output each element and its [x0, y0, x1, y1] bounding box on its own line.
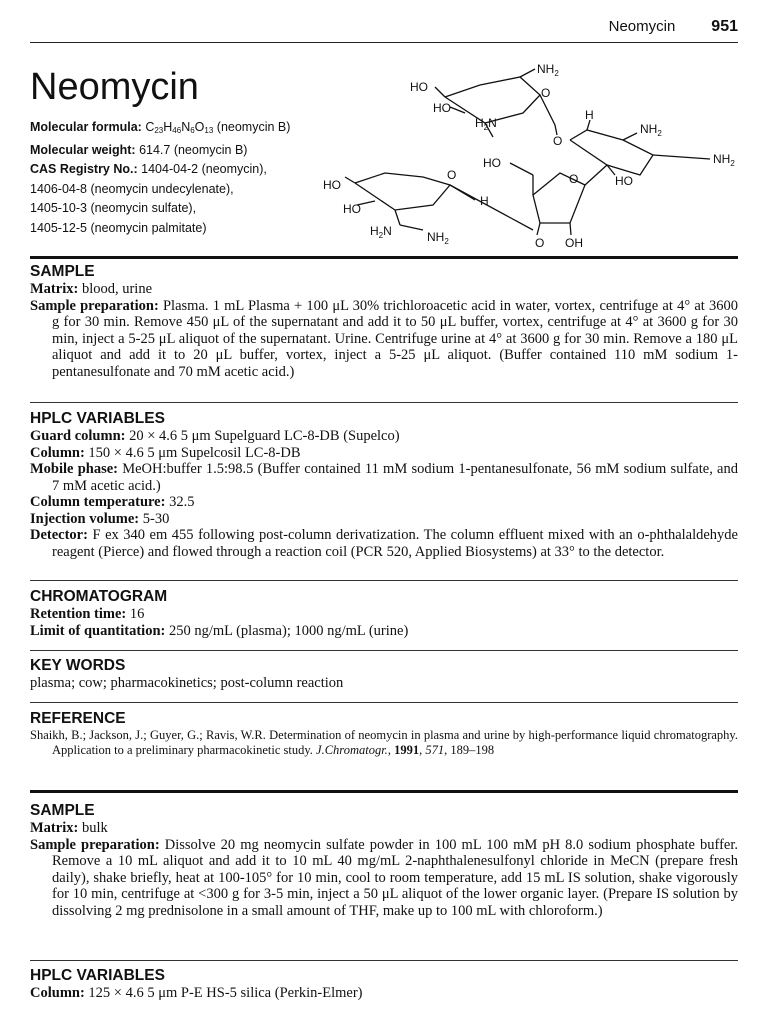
running-title: Neomycin — [608, 18, 676, 35]
header-rule — [30, 42, 738, 43]
page-number: 951 — [711, 18, 738, 35]
molecular-formula-row: Molecular formula: $C_{23}H_{46}N_6O_{13}$ (neomycin B) — [30, 120, 291, 135]
struct-label-h: H — [480, 194, 489, 208]
struct-label-nh2: $NH_2$ — [640, 122, 662, 138]
struct-label-o: O — [535, 236, 545, 250]
field-line: Matrix: bulk — [30, 820, 108, 836]
section-rule — [30, 580, 738, 581]
cas-row: 1405-10-3 (neomycin sulfate), — [30, 201, 197, 215]
struct-label-ho: HO — [323, 178, 341, 192]
field-line: Column: 125 × 4.6 5 μm P-E HS-5 silica (Perkin-Elmer) — [30, 985, 363, 1001]
struct-label-o: O — [447, 168, 457, 182]
struct-label-ho: HO — [615, 174, 633, 188]
section-sample-1 — [30, 263, 738, 380]
struct-label-ho: HO — [483, 156, 501, 170]
struct-label-ho: HO — [343, 202, 361, 216]
section-hplc-1 — [30, 410, 738, 560]
section-heading: SAMPLE — [30, 802, 95, 819]
compound-title: Neomycin — [30, 66, 199, 108]
cas-row: CAS Registry No.: 1404-04-2 (neomycin), — [30, 162, 267, 176]
struct-label-oh: OH — [565, 236, 583, 250]
field-line: Guard column: 20 × 4.6 5 μm Supelguard LC-8-DB (Supelco) — [30, 428, 400, 444]
field-line: Limit of quantitation: 250 ng/mL (plasma); 1000 ng/mL (urine) — [30, 622, 409, 639]
section-heading: SAMPLE — [30, 263, 95, 280]
field-line: Matrix: blood, urine — [30, 281, 153, 297]
compound-properties — [30, 118, 290, 238]
section-heading: KEY WORDS — [30, 657, 126, 674]
cas-row: 1405-12-5 (neomycin palmitate) — [30, 220, 207, 235]
struct-label-ho: HO — [433, 101, 451, 115]
section-rule — [30, 702, 738, 703]
struct-label-h: H — [585, 108, 594, 122]
field-line: Retention time: 16 — [30, 606, 145, 622]
struct-label-ho: HO — [410, 80, 428, 94]
struct-label-o: O — [541, 86, 551, 100]
struct-label-nh2: $NH_2$ — [427, 230, 449, 246]
cas-row: 1406-04-8 (neomycin undecylenate), — [30, 181, 234, 196]
reference-citation: Shaikh, B.; Jackson, J.; Guyer, G.; Ravis, W.R. Determination of neomycin in plasma and urine by high-performance liquid chromatography. Application to a preliminary pharmacokinetic study. J.Chromatogr., 1991, 571, 189–198 — [30, 728, 738, 757]
molecular-weight-row: Molecular weight: 614.7 (neomycin B) — [30, 142, 248, 157]
section-rule — [30, 256, 738, 259]
running-head — [609, 18, 738, 36]
field-line: Column: 150 × 4.6 5 μm Supelcosil LC-8-DB — [30, 444, 301, 461]
field-line: plasma; cow; pharmacokinetics; post-column reaction — [30, 675, 344, 691]
section-hplc-2 — [30, 967, 738, 1002]
section-key-words — [30, 657, 738, 692]
section-heading: HPLC VARIABLES — [30, 410, 165, 427]
struct-label-nh2: $NH_2$ — [537, 62, 559, 78]
section-rule — [30, 650, 738, 651]
section-sample-2 — [30, 802, 738, 919]
struct-label-h2n: $H_2N$ — [475, 116, 497, 132]
section-rule — [30, 790, 738, 793]
struct-label-nh2: $NH_2$ — [713, 152, 735, 168]
field-line: Detector: F ex 340 em 455 following post-column derivatization. The column effluent mixed with an o-phthalaldehyde reagent (Pierce) and flowed through a reaction coil (PCR 520, Applied Biosystems) at 33° to the detector. — [30, 527, 738, 560]
chemical-structure — [315, 55, 745, 255]
section-heading: CHROMATOGRAM — [30, 588, 168, 605]
section-heading: REFERENCE — [30, 710, 126, 727]
field-line: Sample preparation: Dissolve 20 mg neomycin sulfate powder in 100 mL 100 mM pH 8.0 sodium phosphate buffer. Remove a 10 mL aliquot and add it to 10 mL 40 mg/mL 2-naphthalenesulfonyl chloride in MeCN (prepare fresh daily), shake briefly, heat at 100-105° for 10 min, cool to room temperature, add 15 mL IS solution, shake vigorously for 10 min, centrifuge at <300 g for 3-5 min, inject a 50 μL aliquot of the lower organic layer. (Prepare IS solution by dissolving 2 mg prednisolone in a small amount of THF, make up to 100 mL with chloroform.) — [30, 836, 738, 919]
struct-label-o: O — [569, 172, 579, 186]
molecular-formula: $C_{23}H_{46}N_6O_{13}$ — [145, 120, 214, 135]
section-rule — [30, 960, 738, 961]
section-heading: HPLC VARIABLES — [30, 967, 165, 984]
section-chromatogram — [30, 588, 738, 639]
field-line: Mobile phase: MeOH:buffer 1.5:98.5 (Buffer contained 11 mM sodium 1-pentanesulfonate, 56 mM sodium sulfate, and 7 mM acetic acid.) — [30, 461, 738, 494]
section-reference — [30, 710, 738, 758]
struct-label-h2n: $H_2N$ — [370, 224, 392, 240]
struct-label-o: O — [553, 134, 563, 148]
field-line: Injection volume: 5-30 — [30, 510, 170, 527]
field-line: Sample preparation: Plasma. 1 mL Plasma + 100 μL 30% trichloroacetic acid in water, vortex, centrifuge at 4° at 3600 g for 30 min. Remove 450 μL of the supernatant and add it to 50 μL buffer, vortex, centrifuge at 4° at 3600 g for 30 min, inject a 5-25 μL aliquot of the supernatant. Urine. Centrifuge urine at 4° at 3600 g for 30 min. Remove a 180 μL aliquot and add it to 20 μL buffer, vortex, inject a 5-25 μL aliquot. (Buffer contained 110 mM sodium 1-pentanesulfonate and 70 mM acetic acid.) — [30, 297, 738, 380]
field-line: Column temperature: 32.5 — [30, 494, 195, 510]
section-rule — [30, 402, 738, 403]
